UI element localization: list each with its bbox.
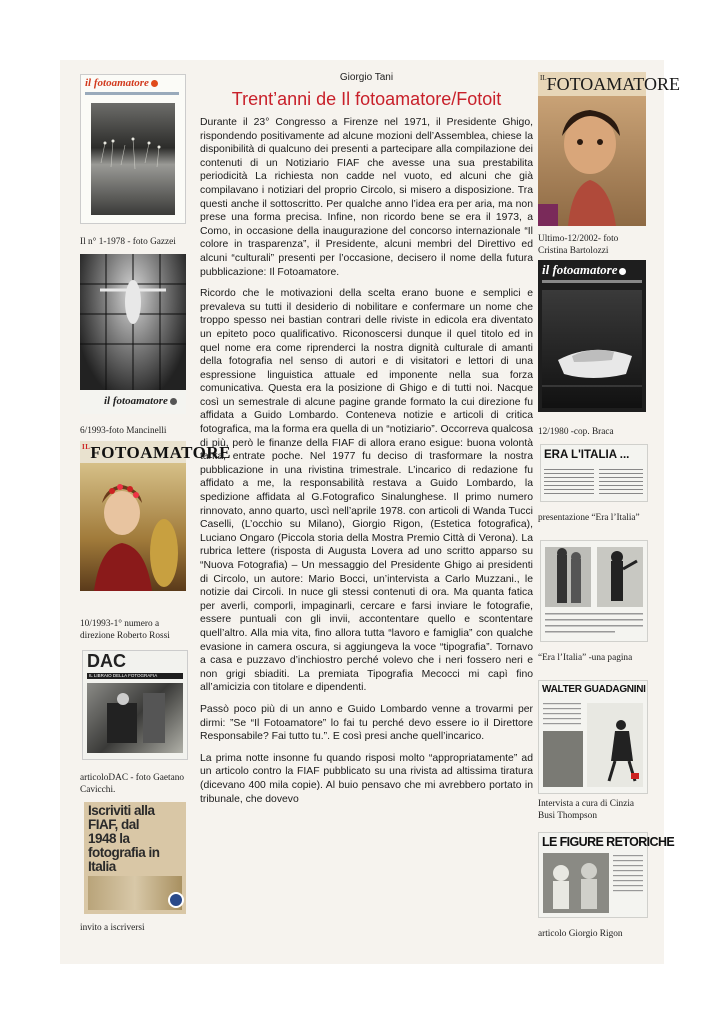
boat-photo: [542, 290, 642, 408]
cover-photo: [80, 463, 186, 591]
dac-photo: [87, 683, 183, 753]
cover-photo: [80, 254, 186, 390]
figure-retoriche-article-thumbnail: [538, 832, 675, 918]
caption-figure-retoriche: articolo Giorgio Rigon: [538, 929, 623, 939]
caption-iscriviti: invito a iscriversi: [80, 923, 145, 933]
caption-dac: articoloDAC - foto Gaetano Cavicchi.: [80, 773, 185, 795]
caption-1978: Il n° 1-1978 - foto Gazzei: [80, 237, 176, 247]
article-paragraph: Ricordo che le motivazioni della scelta erano buone e semplici e prevaleva su tutti il desiderio di nobilitare e confermare un nome che troppo spesso nei bastian contrari delle riviste in edicola era diventato un epiteto poco qualificativo. Riconoscersi dunque il quel titolo ed in quel nome era come riprenderci la nostra dignità culturale di amanti della fotografia nel senso di autori e di visitatori e lettori di una espressione linguistica attuale ed imponente nella sua forza comunicativa. Questa era la posizione di Ghigo e di tutti noi. Nacque così un semestrale di alcune pagine grande formato la cui direzione fu affidata a Guido Lombardo. Conteneva notizie e articoli di critica fotografica, ma la forma era quella di un “notiziario”. Occorreva qualcosa di più, però le finanze della FIAF di allora erano esigue: buona volontà tanta, entrate poche. Nel 1977 fu deciso di trasformare la nostra pubblicazione in una rivistina trimestrale. L’incarico di redazione fu affidato a me, la responsabilità restava a Guido Lombardo, la spedizione affidata al G.Fotografico Sinalunghese. Il primo numero rinnovato, anno quarto, uscì nell’aprile 1978. con articoli di Wanda Tucci Caselli, (L’occhio su Milano), Giorgio Rigon, (Estetica fotografica), Luciano Ongaro (Piccola storia della Mostra Premio Città di Verona). La rubrica lettere (risposta di Augusta Lovera ad uno scritto apparso su “Nuova Fotografia) – Un messaggio del Presidente Ghigo ai presidenti di Circolo, un autore: Mario Bocci, un’intervista a Carlo Muzzani., le notizie dai Circoli. In nuce gli stessi contenuti di ora. Ma quanta fatica per averli, comporli, impaginarli, cercare e farsi inviare le fotografie, essere puntuali con gli invii, accontentare quello e scontentare quell’altro. Alla mia vita, fino allora tutta “lavoro e famiglia” con qualche evasione in camera oscura, si aggiungeva la voce “tipografia”. Tornavo a casa e puzzavo d’inchiostro perché volevo che i neri fossero neri e non grigi sbiaditi. La premiata Tipografia Mecocci mi capì fino all’amicizia con titolare e dipendenti.: [200, 288, 533, 694]
era-italia-headline: ERA L'ITALIA ...: [544, 449, 630, 461]
caption-12-1980: 12/1980 -cop. Braca: [538, 427, 614, 437]
caption-era-italia-presentation: presentazione “Era l’Italia”: [538, 513, 640, 523]
article-paragraph: La prima notte insonne fu quando risposi molto “appropriatamente” ad un articolo contro la FIAF pubblicato su una rivista ad altissima tiratura (dicevano 400 mila copie). Al buio pensavo che mi avrebbero portato in tribunale, che dovevo: [200, 752, 533, 805]
cover-6-1993-thumbnail: [80, 254, 186, 414]
child-portrait-photo: [538, 96, 646, 226]
dac-article-thumbnail: [82, 650, 188, 760]
masthead-logo: il fotoamatore: [542, 262, 626, 278]
masthead-logo: $^{IL}$FOTOAMATORE: [540, 74, 680, 94]
cover-12-2002-thumbnail: [538, 72, 680, 226]
article-author: Giorgio Tani: [339, 72, 394, 83]
masthead-logo: il fotoamatore: [104, 395, 177, 407]
guadagnini-headline: WALTER GUADAGNINI: [542, 684, 646, 695]
era-italia-photos: [541, 541, 647, 641]
caption-guadagnini: Intervista a cura di Cinzia Busi Thompson: [538, 799, 635, 821]
fiaf-logo-icon: [168, 892, 184, 908]
figure-photo: [80, 254, 186, 390]
dac-subtitle: IL LIBRAIO DELLA FOTOGRAFIA: [89, 673, 158, 678]
woman-portrait-photo: [80, 463, 186, 591]
caption-10-1993: 10/1993-1° numero a direzione Roberto Rossi: [80, 619, 170, 641]
cover-10-1993-thumbnail: [80, 441, 231, 591]
grass-photo-texture: [91, 103, 175, 215]
caption-12-2002: Ultimo-12/2002- foto Cristina Bartolozzi: [538, 234, 619, 256]
cover-photo: [91, 103, 175, 215]
era-italia-page-thumbnail: [540, 540, 648, 642]
dac-title: DAC: [87, 651, 126, 671]
article-title: Trent’anni de Il fotoamatore/Fotoit: [231, 89, 502, 109]
era-italia-presentation-thumbnail: [540, 444, 648, 502]
article-paragraph: Durante il 23° Congresso a Firenze nel 1971, il Presidente Ghigo, rispondendo positivamente ad alcune mozioni dell’Assemblea, chiese la disponibilità di qualcuno dei presenti a partecipare alla compilazione dei contenuti di un Notiziario FIAF che avesse una sua prestabilita periodicità La richiesta non cadde nel vuoto, ed alcuni che già compilavano i notiziari del proprio Circolo, si misero a disposizione. Tra questi anche il sottoscritto. Per qualche anno l’idea era per aria, ma non prese una forma precisa. Infine, non ricordo bene se era il 1973, a Como, in occasione della inaugurazione del concorso internazionale “Il colore in trasparenza”, il Presidente, alcuni membri del Direttivo ed alcuni “culturali” presenti per l’occasione, decisero il nome della futura pubblicazione: Il Fotoamatore.: [200, 117, 533, 278]
article-paragraph: Passò poco più di un anno e Guido Lombardo venne a trovarmi per dirmi: ”Se “Il Fotoamatore” lo fai tu perché devo essere io il Direttore Responsabile? Fai tutto tu.”. E così presi anche quell’incarico.: [200, 703, 533, 743]
cover-photo: [542, 290, 642, 408]
cover-photo: [538, 96, 646, 226]
masthead-logo: $^{IL}$FOTOAMATORE: [82, 443, 231, 462]
cover-12-1980-thumbnail: [538, 260, 646, 412]
article-body: [200, 72, 533, 814]
guadagnini-interview-thumbnail: [538, 680, 648, 794]
iscriviti-headline: Iscriviti alla FIAF, dal 1948 la fotografia in Italia: [88, 803, 160, 874]
caption-6-1993: 6/1993-foto Mancinelli: [80, 426, 167, 436]
figure-retoriche-photos: [539, 833, 647, 917]
guadagnini-photos: [539, 681, 647, 793]
cover-1978-thumbnail: [80, 74, 186, 224]
page-background: [60, 60, 680, 964]
iscriviti-poster-thumbnail: [84, 802, 186, 914]
masthead-logo: il fotoamatore: [85, 77, 158, 89]
figure-retoriche-headline: LE FIGURE RETORICHE: [542, 835, 675, 849]
caption-era-italia-page: “Era l’Italia” -una pagina: [538, 653, 633, 663]
